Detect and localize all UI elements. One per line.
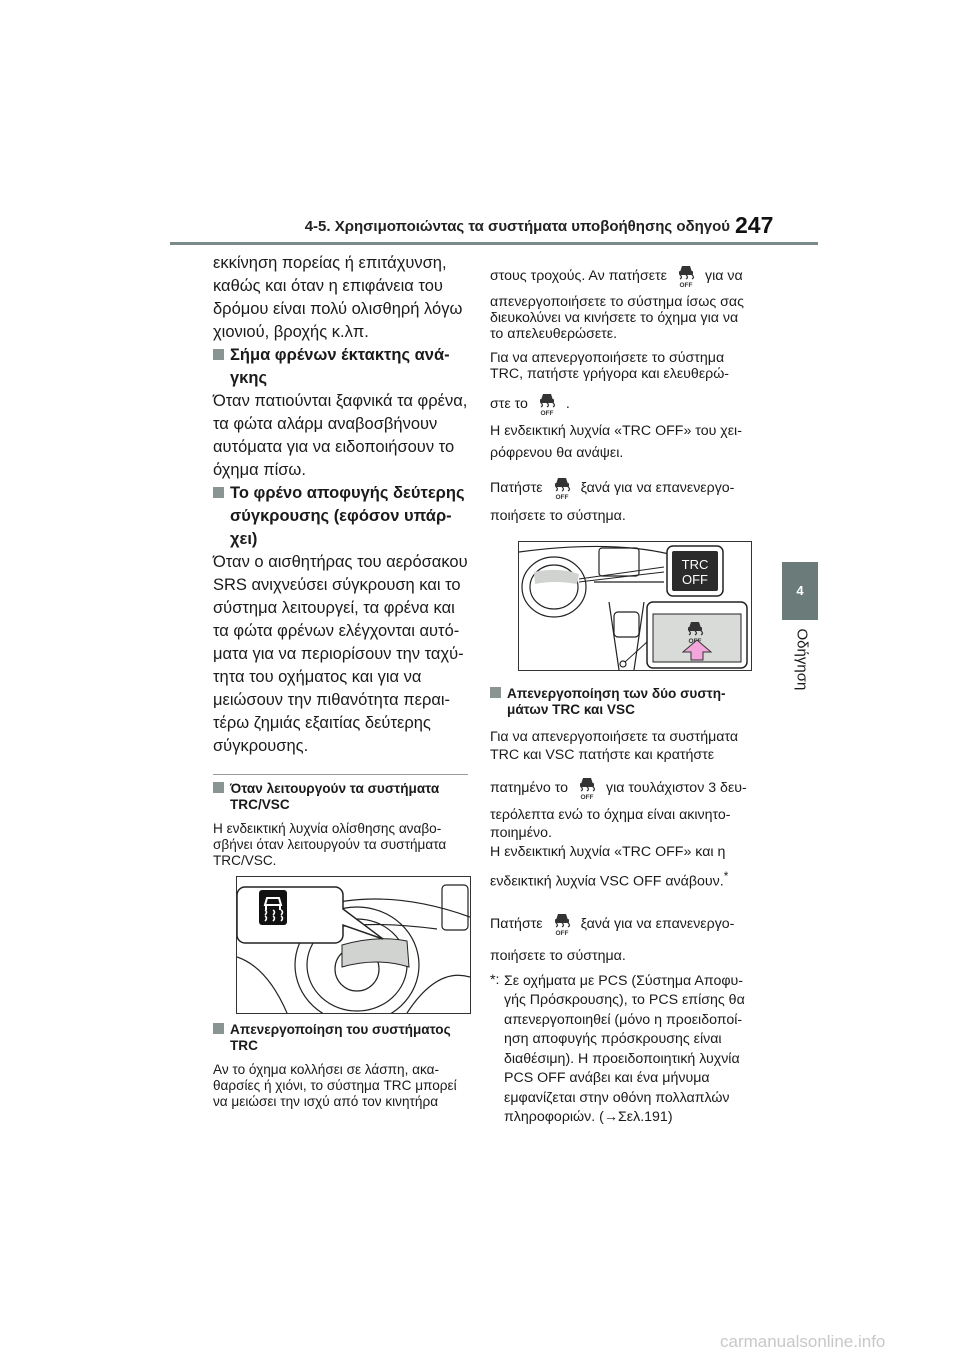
bullet-square-icon xyxy=(213,782,224,793)
text-line[interactable]: πληροφοριών. (→Σελ.191) xyxy=(504,1109,673,1126)
text-line: ποιήσετε το σύστημα. xyxy=(490,947,626,964)
text-line: το απελευθερώσετε. xyxy=(490,326,618,342)
text-line: σύγκρουσης. xyxy=(213,737,309,755)
text-line: απενεργοποιήσετε το σύστημα ίσως σας xyxy=(490,294,744,310)
bullet-square-icon xyxy=(213,1023,224,1034)
trc-off-switch-icon xyxy=(576,774,598,800)
heading-line: Απενεργοποίηση των δύο συστη- xyxy=(507,686,726,701)
text-line: TRC, πατήστε γρήγορα και ελευθερώ- xyxy=(490,366,730,382)
off-label: OFF xyxy=(682,572,708,587)
text-line: τερόλεπτα ενώ το όχημα είναι ακινητο- xyxy=(490,807,731,823)
text: για τουλάχιστον 3 δευ- xyxy=(606,780,747,796)
text: για να xyxy=(704,268,743,284)
console-illustration xyxy=(519,542,751,670)
left-bottom xyxy=(213,1022,457,1110)
text-line: Αν το όχημα κολλήσει σε λάσπη, ακα- xyxy=(213,1062,440,1077)
footnote xyxy=(490,972,747,1128)
trc-label: TRC xyxy=(681,557,709,572)
text-line: SRS ανιχνεύσει σύγκρουση και το xyxy=(213,576,461,594)
text-line: ματα για να περιορίσουν την ταχύ- xyxy=(213,645,464,663)
text: . xyxy=(565,396,570,412)
text-line: Για να απενεργοποιήσετε το σύστημα xyxy=(490,350,725,366)
text-line: καθώς και όταν η επιφάνεια του xyxy=(213,277,443,295)
text-line: ηση αποφυγής πρόσκρουσης είναι xyxy=(504,1031,722,1048)
text-line: σβήνει όταν λειτουργούν τα συστήματα xyxy=(213,837,447,852)
text-line: εκκίνηση πορείας ή επιτάχυνση, xyxy=(213,254,447,272)
text-line: σύστημα λειτουργεί, τα φρένα και xyxy=(213,599,455,617)
left-lower xyxy=(213,781,446,869)
heading-emergency-brake-signal xyxy=(213,344,468,390)
text-line: TRC/VSC. xyxy=(213,853,277,868)
heading-line: σύγκρουσης (εφόσον υπάρ- xyxy=(230,507,452,525)
section-divider xyxy=(213,774,468,775)
text-line: αυτόματα για να ειδοποιήσουν το xyxy=(213,438,455,456)
trc-off-switch-icon xyxy=(536,390,558,416)
text: ξανά για να επανενεργο- xyxy=(580,480,735,496)
text-line: τέρω ζημιάς εξαιτίας δεύτερης xyxy=(213,714,431,732)
trc-off-switch-figure xyxy=(518,541,752,671)
trc-off-switch-icon xyxy=(675,262,697,288)
text: Πατήστε xyxy=(490,915,543,932)
intro-paragraph xyxy=(213,252,468,344)
text: ενδεικτική λυχνία VSC OFF ανάβουν. xyxy=(490,873,724,890)
text-line: απενεργοποιηθεί (μόνο η προειδοποί- xyxy=(504,1011,743,1028)
text-line: όχημα πίσω. xyxy=(213,461,306,479)
chapter-label: Οδήγηση xyxy=(793,628,811,691)
heading-secondary-collision-brake xyxy=(213,482,468,551)
right-lower xyxy=(490,686,747,1128)
text-line: Σε οχήματα με PCS (Σύστημα Αποφυ- xyxy=(504,972,744,989)
header-divider xyxy=(170,242,818,245)
text-line: γής Πρόσκρουσης), το PCS επίσης θα xyxy=(504,992,745,1009)
text-line: Όταν ο αισθητήρας του αερόσακου xyxy=(213,553,468,571)
text-line: χιονιού, βροχής κ.λπ. xyxy=(213,323,369,341)
paragraph xyxy=(213,390,468,482)
text-line: ποιημένο. xyxy=(490,825,552,841)
text-line: τα φώτα φρένων ελέγχονται αυτό- xyxy=(213,622,460,640)
heading-line: μάτων TRC και VSC xyxy=(507,702,635,717)
text-line: εμφανίζεται στην οθόνη πολλαπλών xyxy=(504,1089,730,1106)
text: ξανά για να επανενεργο- xyxy=(580,915,735,932)
left-column xyxy=(213,252,468,758)
text-line: PCS OFF ανάβει και ένα μήνυμα xyxy=(504,1070,710,1087)
text-line: Η ενδεικτική λυχνία «TRC OFF» του χει- xyxy=(490,423,742,439)
page-number: 247 xyxy=(735,212,774,238)
text-line: δρόμου είναι πολύ ολισθηρή λόγω xyxy=(213,300,463,318)
text-line: τητα του οχήματος και για να xyxy=(213,668,422,686)
text-line: Η ενδεικτική λυχνία «TRC OFF» και η xyxy=(490,844,726,860)
text: στε το xyxy=(490,396,528,412)
text-line: Η ενδεικτική λυχνία ολίσθησης αναβο- xyxy=(213,821,442,836)
text-line: TRC και VSC πατήστε και κρατήστε xyxy=(490,747,715,763)
footnote-mark: *: xyxy=(490,971,500,988)
text-line: θαρσίες ή χιόνι, το σύστημα TRC μπορεί xyxy=(213,1078,457,1093)
text-line: διαθέσιμη). Η προειδοποιητική λυχνία xyxy=(504,1050,740,1067)
steering-wheel-illustration xyxy=(237,877,470,1013)
bullet-square-icon xyxy=(213,487,224,498)
bullet-square-icon xyxy=(490,687,501,698)
trc-off-switch-icon xyxy=(551,910,573,936)
trc-off-switch-icon xyxy=(551,474,573,500)
text-line: τα φώτα αλάρμ αναβοσβήνουν xyxy=(213,415,438,433)
paragraph xyxy=(213,551,468,758)
heading-line: γκης xyxy=(230,369,268,387)
text: Πατήστε xyxy=(490,480,543,496)
text-line: ποιήσετε το σύστημα. xyxy=(490,508,626,524)
heading-line: Σήμα φρένων έκτακτης ανά- xyxy=(230,346,450,364)
bullet-square-icon xyxy=(213,349,224,360)
text-line: να μειώσει την ισχύ από τον κινητήρα xyxy=(213,1094,439,1109)
text: στους τροχούς. Αν πατήσετε xyxy=(490,268,667,284)
dashboard-slip-indicator-figure xyxy=(236,876,471,1014)
text-line: Όταν πατιούνται ξαφνικά τα φρένα, xyxy=(213,392,468,410)
heading-line: Το φρένο αποφυγής δεύτερης xyxy=(230,484,465,502)
chapter-tab[interactable]: 4 xyxy=(782,562,818,620)
heading-line: Απενεργοποίηση του συστήματος xyxy=(230,1022,451,1037)
text-line: μειώσουν την πιθανότητα περαι- xyxy=(213,691,451,709)
watermark: carmanualsonline.info xyxy=(720,1332,886,1351)
heading-line: TRC/VSC xyxy=(230,797,290,812)
text: πατημένο το xyxy=(490,780,569,796)
heading-line: Όταν λειτουργούν τα συστήματα xyxy=(230,781,440,796)
text-line: διευκολύνει να κινήσετε το όχημα για να xyxy=(490,310,739,326)
heading-line: TRC xyxy=(230,1038,258,1053)
right-column xyxy=(490,262,744,524)
text-line: Για να απενεργοποιήσετε τα συστήματα xyxy=(490,729,739,745)
footnote-marker: * xyxy=(723,869,729,883)
text-line: ρόφρενου θα ανάψει. xyxy=(490,445,624,461)
section-header: 4-5. Χρησιμοποιώντας τα συστήματα υποβοήθησης οδηγού xyxy=(304,218,730,235)
heading-line: χει) xyxy=(230,530,258,548)
